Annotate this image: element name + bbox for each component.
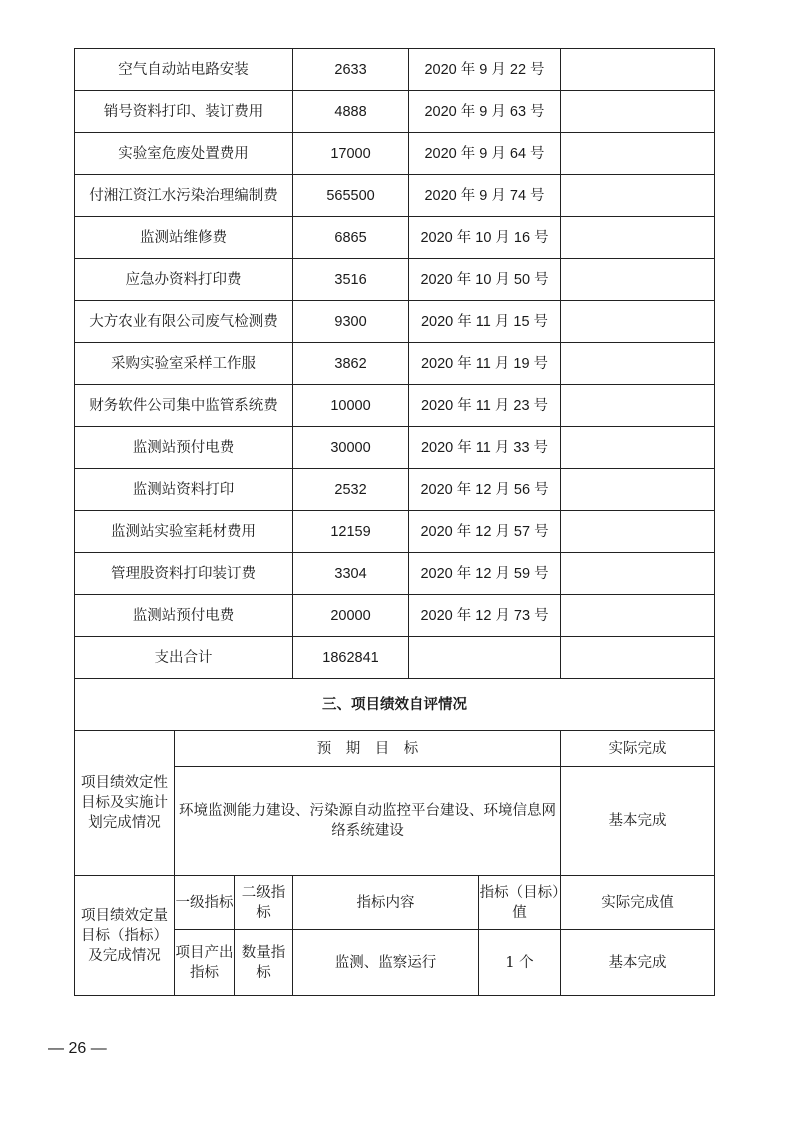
actual-value-header: 实际完成值: [561, 876, 715, 930]
expense-amount: 565500: [293, 175, 409, 217]
expense-amount: 4888: [293, 91, 409, 133]
expense-note: [561, 553, 715, 595]
expense-row: [75, 385, 715, 427]
expense-row: [75, 469, 715, 511]
expense-item: 采购实验室采样工作服: [75, 343, 293, 385]
actual-value: 基本完成: [561, 930, 715, 996]
expense-note: [561, 469, 715, 511]
total-amount: 1862841: [293, 637, 409, 679]
expense-date: 2020 年 10 月 50 号: [409, 259, 561, 301]
level2-header: 二级指标: [235, 876, 293, 930]
budget-table: [74, 48, 715, 996]
content-header: 指标内容: [293, 876, 479, 930]
page-number: — 26 —: [48, 1040, 107, 1057]
expense-amount: 17000: [293, 133, 409, 175]
total-row: [75, 637, 715, 679]
expense-date: 2020 年 9 月 74 号: [409, 175, 561, 217]
content-value: 监测、监察运行: [293, 930, 479, 996]
expense-date: 2020 年 9 月 64 号: [409, 133, 561, 175]
level2-value: 数量指标: [235, 930, 293, 996]
actual-result: 基本完成: [561, 767, 715, 876]
expense-note: [561, 511, 715, 553]
section-row: [75, 679, 715, 731]
expense-date: 2020 年 10 月 16 号: [409, 217, 561, 259]
level1-header: 一级指标: [175, 876, 235, 930]
quantitative-label: 项目绩效定量目标（指标）及完成情况: [75, 876, 175, 996]
expense-rows: [75, 49, 715, 637]
expense-date: 2020 年 11 月 33 号: [409, 427, 561, 469]
expense-item: 监测站实验室耗材费用: [75, 511, 293, 553]
target-header: 指标（目标）值: [479, 876, 561, 930]
quantitative-header-row: [75, 876, 715, 930]
expense-item: 大方农业有限公司废气检测费: [75, 301, 293, 343]
expense-date: 2020 年 12 月 57 号: [409, 511, 561, 553]
qualitative-label: 项目绩效定性目标及实施计划完成情况: [75, 731, 175, 876]
expense-note: [561, 175, 715, 217]
expense-row: [75, 259, 715, 301]
expected-header: 预 期 目 标: [175, 731, 561, 767]
expense-item: 付湘江资江水污染治理编制费: [75, 175, 293, 217]
expense-row: [75, 553, 715, 595]
expense-row: [75, 511, 715, 553]
expense-date: 2020 年 11 月 23 号: [409, 385, 561, 427]
expense-row: [75, 343, 715, 385]
expense-item: 应急办资料打印费: [75, 259, 293, 301]
expense-row: [75, 91, 715, 133]
expense-note: [561, 259, 715, 301]
expense-note: [561, 133, 715, 175]
expense-item: 管理股资料打印装订费: [75, 553, 293, 595]
expense-amount: 9300: [293, 301, 409, 343]
expense-date: 2020 年 9 月 63 号: [409, 91, 561, 133]
target-value: 1 个: [479, 930, 561, 996]
total-date-empty: [409, 637, 561, 679]
expense-date: 2020 年 11 月 19 号: [409, 343, 561, 385]
expense-amount: 20000: [293, 595, 409, 637]
expected-goal: 环境监测能力建设、污染源自动监控平台建设、环境信息网络系统建设: [175, 767, 561, 876]
expense-note: [561, 385, 715, 427]
expense-amount: 30000: [293, 427, 409, 469]
expense-row: [75, 427, 715, 469]
expense-row: [75, 133, 715, 175]
total-note-empty: [561, 637, 715, 679]
expense-amount: 12159: [293, 511, 409, 553]
expense-row: [75, 175, 715, 217]
expense-note: [561, 91, 715, 133]
expense-amount: 2532: [293, 469, 409, 511]
expense-note: [561, 595, 715, 637]
expense-date: 2020 年 12 月 56 号: [409, 469, 561, 511]
expense-row: [75, 595, 715, 637]
expense-date: 2020 年 12 月 59 号: [409, 553, 561, 595]
expense-date: 2020 年 11 月 15 号: [409, 301, 561, 343]
expense-row: [75, 49, 715, 91]
expense-amount: 2633: [293, 49, 409, 91]
expense-amount: 3304: [293, 553, 409, 595]
expense-note: [561, 301, 715, 343]
expense-item: 实验室危废处置费用: [75, 133, 293, 175]
actual-header: 实际完成: [561, 731, 715, 767]
expense-item: 销号资料打印、装订费用: [75, 91, 293, 133]
expense-row: [75, 217, 715, 259]
expense-item: 监测站预付电费: [75, 595, 293, 637]
expense-row: [75, 301, 715, 343]
expense-date: 2020 年 12 月 73 号: [409, 595, 561, 637]
expense-date: 2020 年 9 月 22 号: [409, 49, 561, 91]
expense-item: 监测站维修费: [75, 217, 293, 259]
expense-amount: 3862: [293, 343, 409, 385]
expense-amount: 10000: [293, 385, 409, 427]
expense-note: [561, 217, 715, 259]
expense-note: [561, 49, 715, 91]
expense-item: 财务软件公司集中监管系统费: [75, 385, 293, 427]
level1-value: 项目产出指标: [175, 930, 235, 996]
qualitative-header-row: [75, 731, 715, 767]
expense-item: 监测站预付电费: [75, 427, 293, 469]
section-title: 三、项目绩效自评情况: [75, 679, 715, 731]
total-label: 支出合计: [75, 637, 293, 679]
expense-note: [561, 343, 715, 385]
expense-item: 空气自动站电路安装: [75, 49, 293, 91]
expense-amount: 6865: [293, 217, 409, 259]
expense-amount: 3516: [293, 259, 409, 301]
expense-note: [561, 427, 715, 469]
expense-item: 监测站资料打印: [75, 469, 293, 511]
